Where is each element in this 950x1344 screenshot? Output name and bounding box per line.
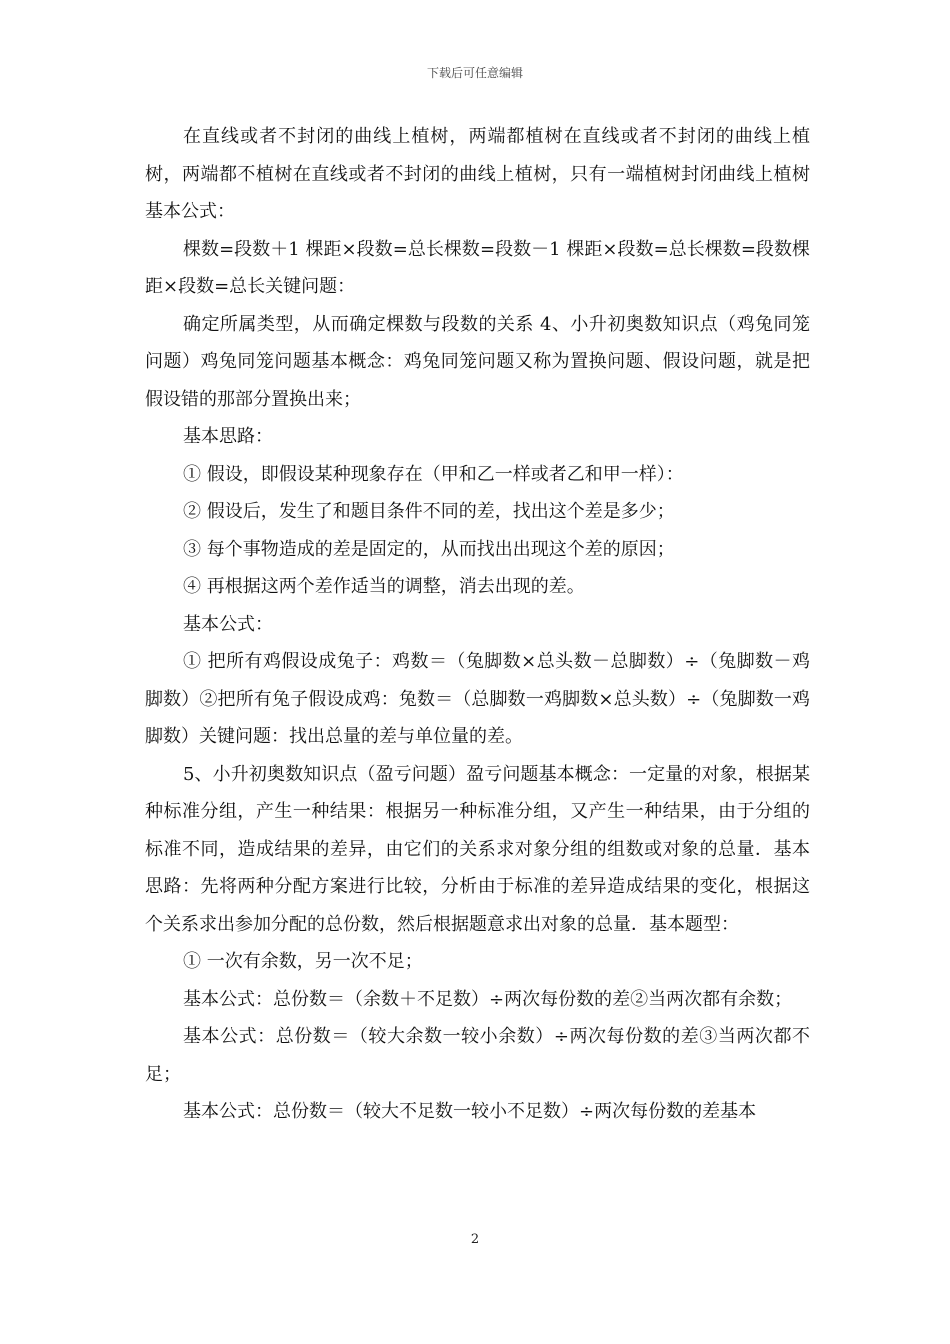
paragraph: ① 把所有鸡假设成兔子：鸡数＝（兔脚数×总头数－总脚数）÷（兔脚数－鸡脚数）②把所有兔子假设成鸡：兔数＝（总脚数一鸡脚数×总头数）÷（兔脚数一鸡脚数）关键问题：找出总量的差与单位量的差。	[145, 651, 810, 747]
paragraph: 在直线或者不封闭的曲线上植树，两端都植树在直线或者不封闭的曲线上植树，两端都不植树在直线或者不封闭的曲线上植树，只有一端植树封闭曲线上植树基本公式：	[145, 126, 810, 222]
page-number: 2	[470, 1232, 480, 1247]
paragraph: 基本思路：	[183, 426, 273, 447]
paragraph: 确定所属类型，从而确定棵数与段数的关系 4、小升初奥数知识点（鸡兔同笼问题）鸡兔同笼问题基本概念：鸡兔同笼问题又称为置换问题、假设问题，就是把假设错的那部分置换出来；	[145, 313, 810, 410]
paragraph: ② 假设后，发生了和题目条件不同的差，找出这个差是多少；	[183, 501, 675, 522]
paragraph: 5、小升初奥数知识点（盈亏问题）盈亏问题基本概念：一定量的对象，根据某种标准分组，产生一种结果：根据另一种标准分组，又产生一种结果，由于分组的标准不同，造成结果的差异，由它们的关系求对象分组的组数或对象的总量．基本思路：先将两种分配方案进行比较，分析由于标准的差异造成结果的变化，根据这个关系求出参加分配的总份数，然后根据题意求出对象的总量．基本题型：	[145, 763, 810, 935]
paragraph: 基本公式：	[183, 613, 273, 635]
paragraph: 基本公式：总份数＝（较大不足数一较小不足数）÷两次每份数的差基本	[183, 1101, 757, 1122]
paragraph: ③ 每个事物造成的差是固定的，从而找出出现这个差的原因；	[183, 538, 675, 560]
document-body	[145, 118, 810, 1131]
page-header: 下载后可任意编辑	[426, 66, 523, 80]
paragraph: 棵数=段数＋1 棵距×段数=总长棵数=段数－1 棵距×段数=总长棵数=段数棵距×段数=总长关键问题：	[145, 238, 810, 297]
paragraph: ④ 再根据这两个差作适当的调整，消去出现的差。	[183, 576, 585, 597]
paragraph: ① 一次有余数，另一次不足；	[183, 951, 423, 972]
paragraph: 基本公式：总份数＝（较大余数一较小余数）÷两次每份数的差③当两次都不足；	[145, 1026, 810, 1085]
paragraph: ① 假设，即假设某种现象存在（甲和乙一样或者乙和甲一样）：	[183, 463, 684, 485]
paragraph: 基本公式：总份数＝（余数＋不足数）÷两次每份数的差②当两次都有余数；	[183, 988, 793, 1010]
